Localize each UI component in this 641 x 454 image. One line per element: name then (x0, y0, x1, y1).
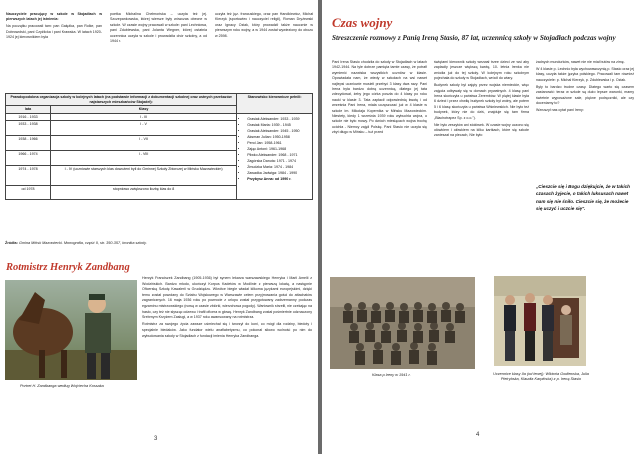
intro-column-2 (110, 12, 207, 46)
class-photo-image (330, 277, 475, 369)
cell-classes: I - VIII (51, 151, 237, 166)
rotmistrz-paragraph: Henryk Franciszek Zandbang (1905-1936) był synem lekarza warszawskiego Henryka i Marii Amelii z Wodzińskich. Bardzo młodo, ukończył Korpus Kadetów w Modlinie z pierwszą lokatą, a następnie Oficerską Szkołę Kawalerii w Grudziądzu. Wkrótce biegle władał kilkoma językami europejskimi, dzięki temu został powołany do Sztabu Wojskowego w Warszawie celem przyjmowania gości do attachatów zagranicznych. 16 maja 1936 roku po powrocie z urlopu został przygotowany zadrzemanny podczas egzaminu mistrzowskiego (nową w czasie zbiórki, wierzchowa pogody). Wartownik strzelił, nie czekając na hasło, czy też nie słysząc odzewu i trafił oficera w głowę. Henryk Zandbang został pośmiertnie odznaczony Srebrnym Krzyżem Zasługi, a w 1937 roku awansowany na rotmistrza. (142, 276, 312, 320)
intro-heading: Nauczyciele pracujący w szkole w Stojadłach w pierwszych latach jej istnienia: (6, 12, 102, 22)
students-photo-caption: Uczennice klasy IIa (od lewej): Wiktoria Godlewska, Julia Pietrybska, Klaudia Karpińska) z p. Ireną Stasio (493, 372, 589, 381)
page-3 (0, 0, 318, 454)
table-row (6, 113, 313, 121)
intro-paragraph: uczyła też jęz. francuskiego, oraz pan Handkiewicz, Michał Kierzyk (sportowiec i nauczyciel religii), Roman Dryżewski oraz Ignacy Oziak, który prowadził także naucznie w pierwszym roku wojny, a w 1944 został wywieziony do obozu w 2598. (215, 12, 313, 38)
source-label: Źródła: (5, 241, 18, 245)
page4-title: Czas wojny (332, 15, 393, 30)
cell-classes: I - IV (uczniowie starszych klas dowożeni byli do Gminnej Szkoły Zbiorczej w Mińsku Mazowieckim) (51, 166, 237, 186)
interview-column-1 (332, 60, 427, 137)
leader-item: • Grasiak Maria: 1939 - 1945 (247, 122, 309, 128)
leader-item: • Zając Antoni: 1961-1968 (247, 146, 309, 152)
portrait-painting (5, 280, 137, 380)
class-photo-caption: Klasa p.Ireny w 1941 r. (372, 373, 411, 377)
col-header-years: lata (6, 106, 51, 114)
cell-years: 1938 - 1966 (6, 136, 51, 151)
cell-years: 1916 - 1933 (6, 113, 51, 121)
students-photo (494, 276, 586, 366)
interview-paragraph: Były to bardzo trudne czasy. Dlatego warto się czasem zastanowić: teraz w szkole są dużo lepsze warunki, mamy świetnie wyposażone sale, piękne podręczniki, ale czy doceniamy to? (536, 84, 634, 106)
interview-column-2 (434, 60, 529, 140)
intro-paragraph: Na początku pracowali tam: pan Gałężka, pan Rolke, pan Dobrowolski, pani Czyżlicka i pani Krawska. W latach 1920-1924 jej kierownikiem była (6, 24, 102, 40)
cell-years: od 1978 (6, 186, 51, 200)
leader-item: • Grasiak Aleksander: 1945 - 1950 (247, 128, 309, 134)
portrait-caption: Portret H. Zandbanga według Wojciecha Kossaka (20, 384, 104, 388)
page4-subtitle: Streszczenie rozmowy z Panią Ireną Stasio, 87 lat, uczennicą szkoły w Stojadłach podczas wojny (332, 34, 616, 42)
source-note (5, 241, 147, 245)
rotmistrz-text (142, 276, 312, 341)
leaders-cell (237, 113, 313, 200)
leader-item: • Grasiak Aleksander: 1933 - 1939 (247, 116, 309, 122)
table-header-right: Stanowisko kierownicze pełnili: (237, 94, 313, 114)
cell-years: 1974 - 1978 (6, 166, 51, 186)
rotmistrz-paragraph: Rotmistrz za swojego życia zawsze uśmiechał się i tworzył do koni, co mógł dla rodziny, biedoty i specjalnie biedaków. Jako fundator wielu anaflabetyzmu, co pokonał siłowo wolność po nim do wybudowania szkoły w Stojadłach z fundacji imienia Henryka Zandbanga. (142, 322, 312, 338)
col-header-classes: Klasy (51, 106, 237, 114)
portrait-image (5, 280, 137, 380)
source-text: Gmina Mińsk Mazowiecki. Monografia, część II, str. 350-357, kronika szkoły. (18, 241, 147, 245)
page-number: 3 (154, 436, 158, 442)
interview-paragraph: W 4 klasie p. Lechnio była wychowawczynią p. Stasio oraz jej klasy, uczyła także języka polskiego. Pracowali tam również nauczyciele: p. Michał Kierzyk, p. Zdublewska i p. Oziak. (536, 67, 634, 82)
table-header-left: Prawdopodobna organizacja szkoły w kolejnych latach (na podstawie informacji z dokumentacji szkolnej oraz ustnych przekazów najstarszych mieszkańców Stojadeł): (6, 94, 237, 106)
cell-classes: I - VII (51, 136, 237, 151)
interview-paragraph: Budynek szkoły był zajęty przez wojska niemieckie, więc zajęcia odbywały się w domach prywatnych. 4 klasę pani Irena skończyła u państwa Żerembów. W piątej klasie była 6 dzieci i przez chwilę budynek szkoły był wolny, ale potem 5 i 6 klasę skończyła u państwa Wiśniewskich. Nie było też budynek, który nie do dziś, znajduje się tam firma „Blachotrapez Sp. z o.o."). (434, 83, 529, 120)
interview-paragraph: żadnych mundurków, nawet nie nie miał butów na zimę. (536, 60, 625, 64)
cell-classes: I - V (51, 121, 237, 136)
leader-item: • Pliwko Aleksander: 1968 - 1971 (247, 152, 309, 158)
cell-years: 1966 - 1974 (6, 151, 51, 166)
rotmistrz-title: Rotmistrz Henryk Zandbang (6, 262, 130, 273)
intro-column-1 (6, 12, 102, 42)
interview-column-3 (536, 60, 634, 115)
page-number: 4 (476, 432, 480, 438)
interview-paragraph: Wzruszył nas cytat pani Ireny: (536, 108, 584, 113)
leader-item: • Perol Jan: 1958-1961 (247, 140, 309, 146)
cell-years: 1933 - 1938 (6, 121, 51, 136)
interview-paragraph: Pani Irena Stasio chodziła do szkoły w Stojadłach w latach 1942-1944. Na tyle dobrze pamięta tamte czasy, że potrafi wymienić nazwiska wszystkich uczniów w klasie. Opowiadała nam, że wtedy w szkołach na wsi nawet najlepsi uczniowie musieli przebyć 3 klasy dwa razy. Pani Irena była bardzo dobrą uczennicą, dlatego jej tata zdecydował, żeby jego córka poszła do 4 klasy po roku nauki w klasie 3. Tata zapłacił odpowiednią kwotę i od września Pani Irena, miała uczęszczać już w 4 klasie w szkole im. Mikołaja Kopernika w Mińsku Mazowieckim. Niestety, kiedy 1 września 1939 roku wybuchła wojna, o szkole nie było mowy. Po dwóch miesiącach wojna trochę ucichła - Niemcy zajęli Polskę. Pani Stasio nie uczyła się zbyt długo w Mińsku – tuż przed (332, 60, 427, 135)
interview-paragraph: Nie było zeszytów ani stołówek. W czasie wojny uczono się ołówkiem i ołówkiem na kilku kartkach, które się szkołe zanieszał na plecach, Nie było (434, 122, 529, 138)
leader-item: • Aksman Julian: 1950-1958 (247, 134, 309, 140)
intro-paragraph: poetka Michalina Chełmońska – uczyła też jej. Szczepankowska, której wiersze były wówczas obecne w szkole. W czasie wojny pracowali w szkole: pani Lechniowa, pani Zdublewska, pani Jolanta Wegner, której ostatnia uczennica uczyła w szkole i prowadziła chór szkolny, a od 1944 r. (110, 12, 207, 44)
cell-classes: I - III (51, 113, 237, 121)
students-photo-image (494, 276, 586, 366)
leader-item: • Przybysz Anna: od 1990 r. (247, 176, 309, 182)
intro-column-3 (215, 12, 313, 41)
page-4 (322, 0, 641, 454)
leader-item: • Zagórska Danuta: 1971 - 1974 (247, 158, 309, 164)
school-organization-table (5, 93, 313, 200)
quote: „Cieszcie się i Bogu dziękujcie, że w takich czasach żyjecie, o takich luksusach nawet nam się nie śniło. Cieszcie się, że możecie się uczyć i uczcie się". (536, 184, 630, 212)
leader-item: • Żmudzka Maria: 1974 - 1984 (247, 164, 309, 170)
leader-item: • Zawadka Jadwiga: 1984 - 1990 (247, 170, 309, 176)
class-photo-1941 (330, 277, 475, 369)
interview-paragraph: świętami kierownik szkoły wezwał trzee dzieci ze wsi aby zapłaciły jeszcze większą kwotę, 10- letnia Irenka nie wróciła już do tej szkoły. W kolejnym roku szkolnym pojechała do szkoły w Stojadłach, wrócił do wiary. (434, 60, 529, 81)
cell-classes: stopniowo zwiększono liczbę klas do 8 (51, 186, 237, 200)
